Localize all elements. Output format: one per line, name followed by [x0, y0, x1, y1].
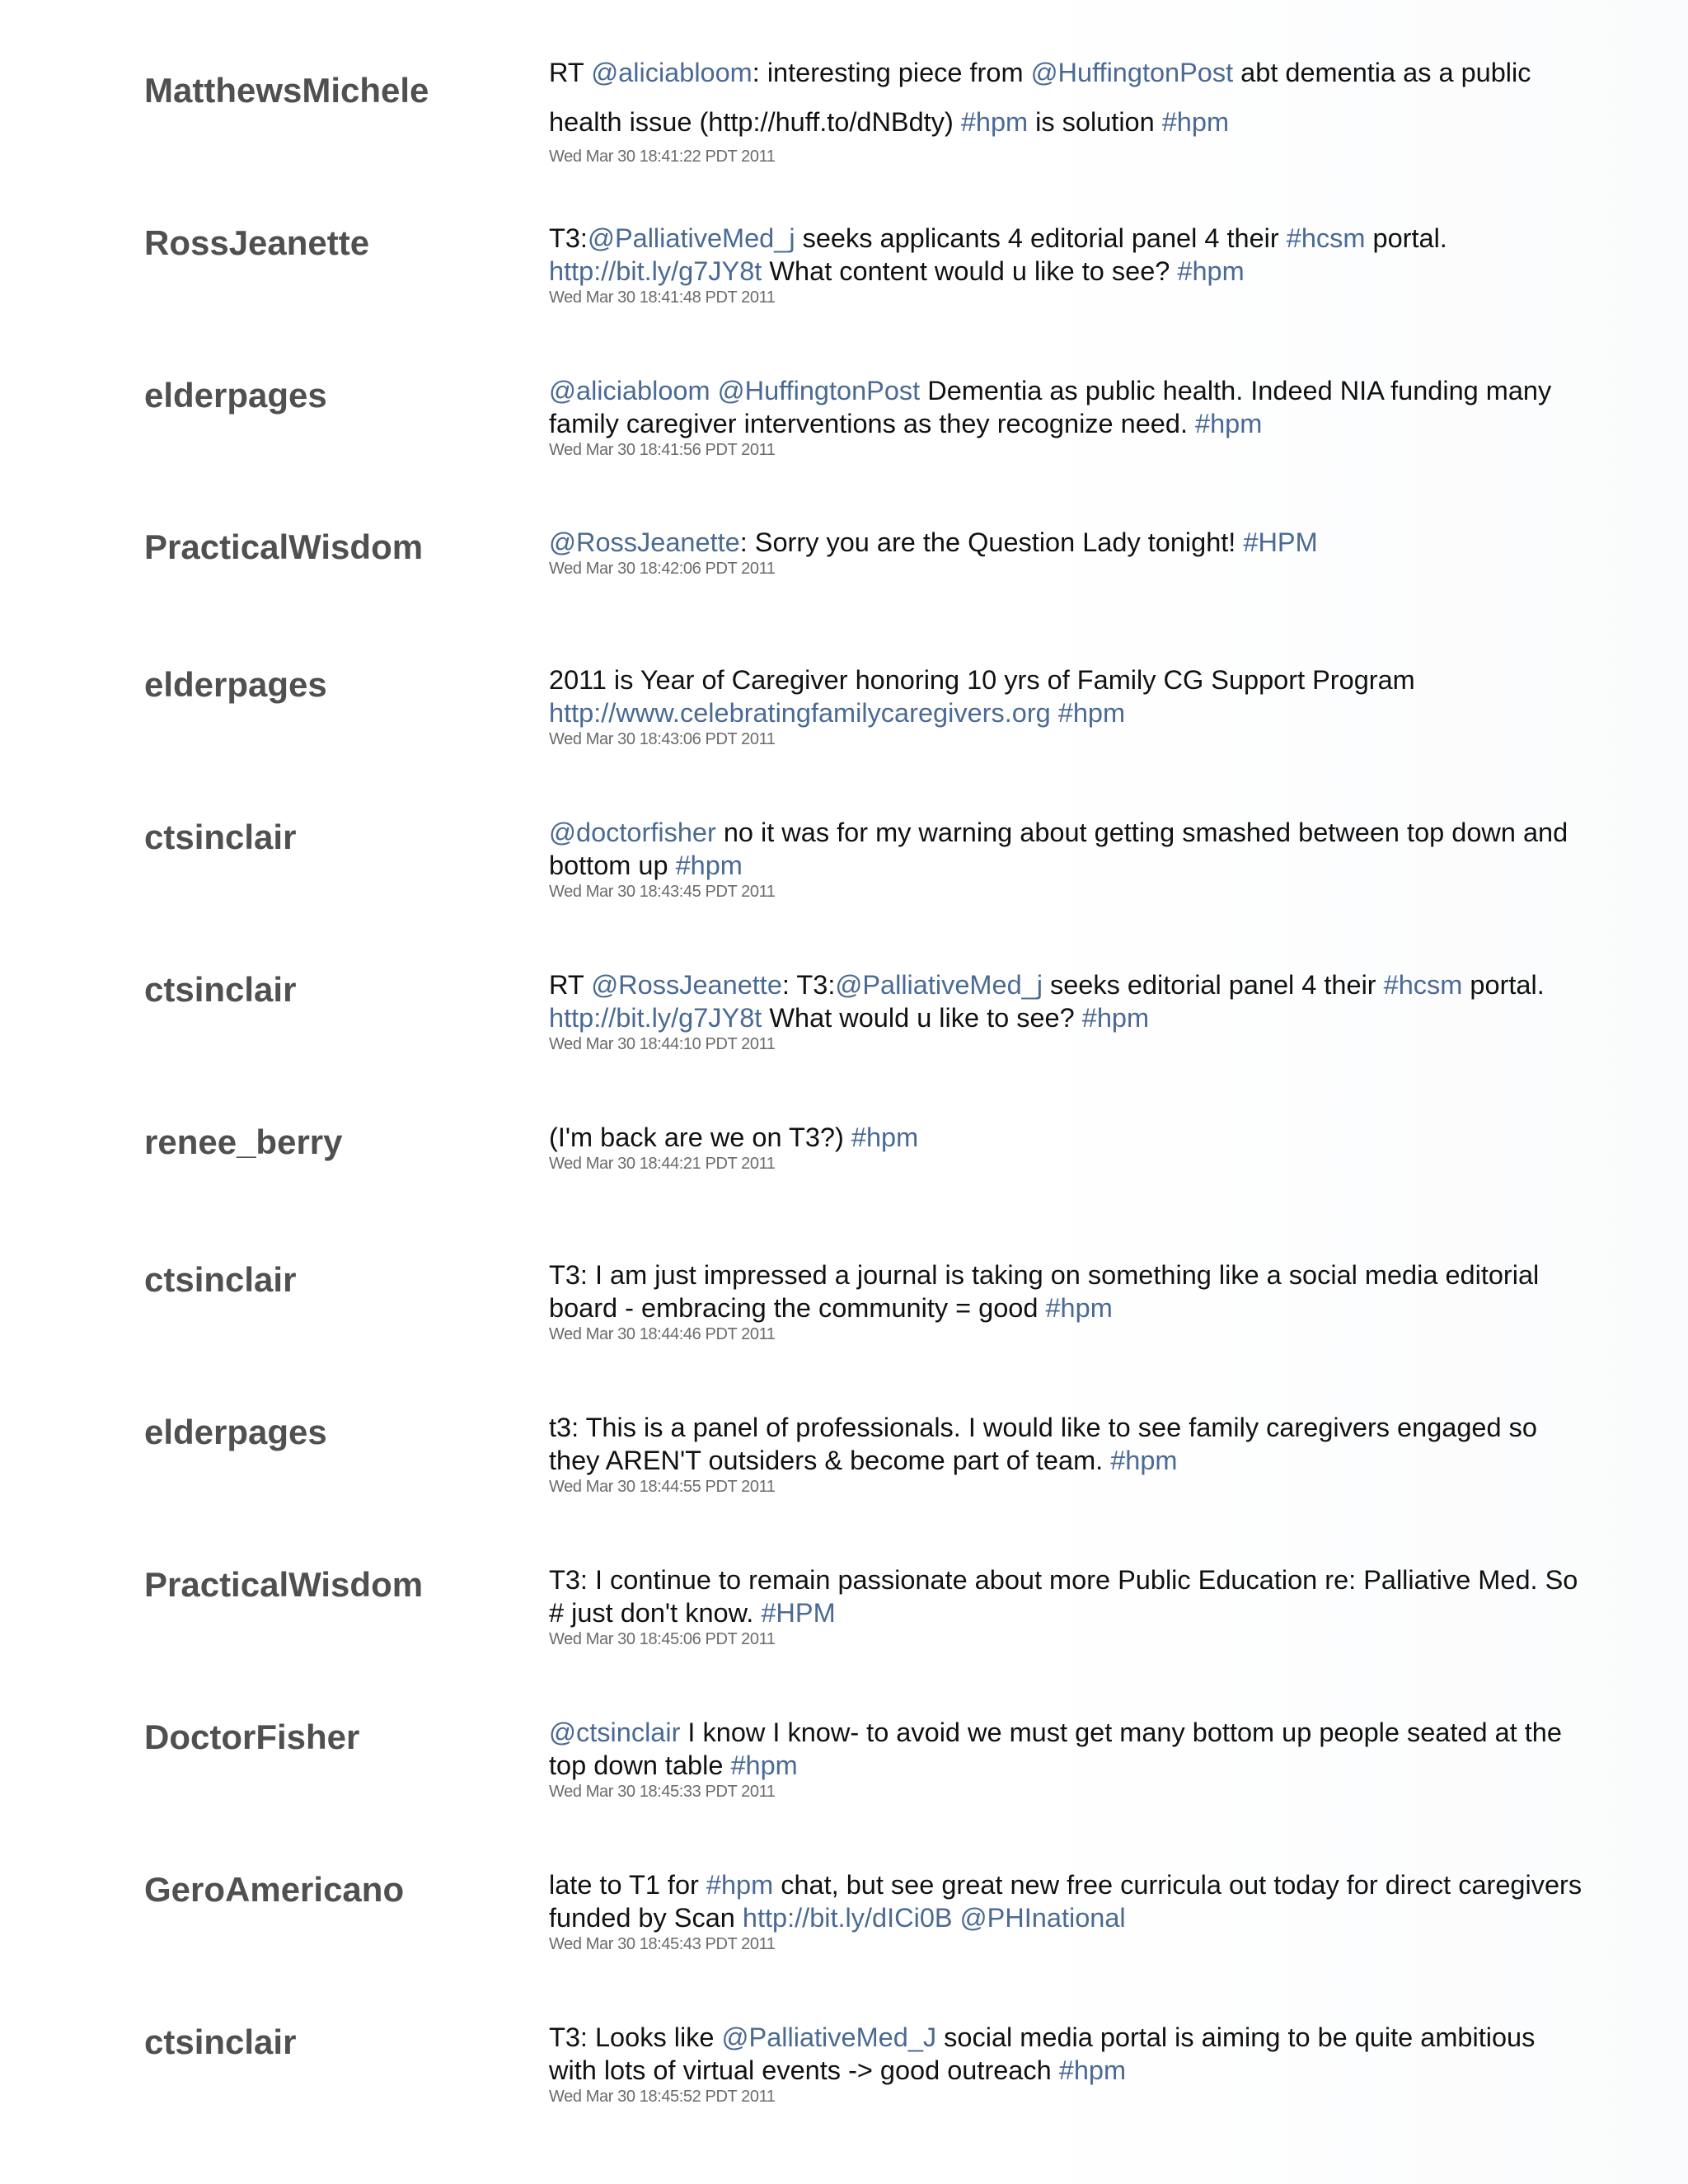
tweet-text-segment: abt dementia as a public health issue (http://huff.to/dNBdty) [549, 58, 1531, 137]
tweet-link[interactable]: #hpm [1081, 1003, 1150, 1033]
tweet-text [549, 663, 1587, 729]
tweet-text-segment: social media portal is aiming to be quite ambitious with lots of virtual events -> good outreach [549, 2022, 1536, 2085]
tweet-link[interactable]: http://bit.ly/dICi0B [742, 1903, 953, 1933]
tweet-text-segment: I know I know- to avoid we must get many bottom up people seated at the top down table [549, 1718, 1562, 1780]
tweet-text-segment [953, 1903, 960, 1933]
tweet-content [549, 374, 1587, 460]
tweet-timestamp: Wed Mar 30 18:41:22 PDT 2011 [549, 148, 776, 166]
tweet-link[interactable]: #hpm [1161, 107, 1230, 137]
tweet-timestamp: Wed Mar 30 18:42:06 PDT 2011 [549, 560, 776, 578]
tweet-text-segment [1051, 698, 1058, 728]
tweet-text-segment: RT [549, 58, 592, 87]
tweet-content [549, 1411, 1587, 1497]
tweet-link[interactable]: @PHInational [959, 1903, 1126, 1933]
tweet-link[interactable]: #HPM [1243, 527, 1318, 557]
tweet-link[interactable]: @PalliativeMed_j [587, 223, 795, 253]
tweet-text-segment: t3: This is a panel of professionals. I would like to see family caregivers engaged so they AREN'T outsiders & become part of team. [549, 1413, 1537, 1475]
tweet-content [549, 526, 1587, 579]
tweet-link[interactable]: http://www.celebratingfamilycaregivers.org [549, 698, 1051, 728]
tweet-text [549, 526, 1587, 559]
tweet-link[interactable]: #hpm [706, 1870, 774, 1900]
tweet-text [549, 1716, 1587, 1782]
tweet-username: DoctorFisher [144, 1718, 360, 1756]
tweet-text [549, 816, 1587, 882]
tweet-username: elderpages [144, 376, 327, 415]
tweet-username: PracticalWisdom [144, 1565, 424, 1604]
tweet-username: renee_berry [144, 1122, 343, 1161]
tweet-timestamp: Wed Mar 30 18:45:52 PDT 2011 [549, 2088, 776, 2106]
tweet-text-segment: T3: Looks like [549, 2022, 722, 2052]
tweet-link[interactable]: #hpm [960, 107, 1029, 137]
tweet-link[interactable]: #hcsm [1286, 223, 1366, 253]
tweet-text-segment: T3: [549, 223, 588, 253]
tweet-timestamp: Wed Mar 30 18:44:10 PDT 2011 [549, 1035, 776, 1053]
tweet-username: PracticalWisdom [144, 527, 424, 566]
tweet-link[interactable]: @ctsinclair [549, 1718, 681, 1747]
tweet-timestamp: Wed Mar 30 18:44:46 PDT 2011 [549, 1325, 776, 1343]
tweet-text-segment: 2011 is Year of Caregiver honoring 10 yrs of Family CG Support Program [549, 665, 1415, 695]
tweet-username: ctsinclair [144, 2022, 297, 2061]
tweet-link[interactable]: #hpm [851, 1122, 919, 1152]
tweet-username: RossJeanette [144, 223, 370, 262]
tweet-text [549, 1868, 1587, 1934]
tweet-text-segment: (I'm back are we on T3?) [549, 1122, 851, 1152]
tweet-link[interactable]: @aliciabloom [591, 58, 753, 87]
tweet-link[interactable]: @aliciabloom [549, 376, 710, 405]
tweet-link[interactable]: #hpm [730, 1750, 798, 1780]
tweet-content [549, 2021, 1587, 2107]
tweet-content [549, 1121, 1587, 1174]
tweet-link[interactable]: #hpm [1195, 409, 1263, 438]
tweet-text-segment: seeks editorial panel 4 their [1042, 970, 1384, 1000]
tweet-link[interactable]: @doctorfisher [549, 818, 716, 847]
tweet-link[interactable]: @PalliativeMed_j [835, 970, 1043, 1000]
tweet-content [549, 58, 1587, 166]
tweet-username: ctsinclair [144, 818, 297, 856]
tweet-text-segment: portal. [1365, 223, 1447, 253]
tweet-link[interactable]: #hpm [1045, 1293, 1113, 1323]
tweet-text-segment: no it was for my warning about getting smashed between top down and bottom up [549, 818, 1568, 880]
tweet-link[interactable]: @HuffingtonPost [1030, 58, 1234, 87]
tweet-timestamp: Wed Mar 30 18:43:45 PDT 2011 [549, 883, 776, 901]
tweet-link[interactable]: http://bit.ly/g7JY8t [549, 256, 762, 286]
tweet-content [549, 1868, 1587, 1954]
tweet-text [549, 1563, 1587, 1629]
tweet-link[interactable]: http://bit.ly/g7JY8t [549, 1003, 762, 1033]
tweet-username: GeroAmericano [144, 1870, 405, 1909]
tweet-link[interactable]: #hpm [1058, 2055, 1127, 2085]
tweet-link[interactable]: @RossJeanette [591, 970, 782, 1000]
tweet-username: ctsinclair [144, 970, 297, 1009]
tweet-timestamp: Wed Mar 30 18:45:06 PDT 2011 [549, 1630, 776, 1648]
tweet-timestamp: Wed Mar 30 18:44:21 PDT 2011 [549, 1155, 776, 1173]
tweet-link[interactable]: @RossJeanette [549, 527, 740, 557]
tweet-text [549, 2021, 1587, 2087]
tweet-text-segment: late to T1 for [549, 1870, 706, 1900]
tweet-link[interactable]: @HuffingtonPost [717, 376, 921, 405]
tweet-text-segment: portal. [1462, 970, 1545, 1000]
tweet-text-segment: What content would u like to see? [762, 256, 1178, 286]
tweet-content [549, 663, 1587, 749]
tweet-text-segment: : T3: [781, 970, 836, 1000]
tweet-text-segment: T3: I am just impressed a journal is taking on something like a social media editorial board - embracing the community = good [549, 1260, 1540, 1323]
tweet-content [549, 1563, 1587, 1649]
tweet-text-segment: RT [549, 970, 592, 1000]
tweet-username: MatthewsMichele [144, 71, 429, 110]
tweet-text [549, 1121, 1587, 1154]
tweet-link[interactable]: #hpm [1110, 1446, 1178, 1475]
tweet-content [549, 816, 1587, 902]
tweet-timestamp: Wed Mar 30 18:45:43 PDT 2011 [549, 1935, 776, 1953]
tweet-timestamp: Wed Mar 30 18:45:33 PDT 2011 [549, 1783, 776, 1801]
tweet-timestamp: Wed Mar 30 18:41:48 PDT 2011 [549, 288, 776, 307]
tweet-content [549, 968, 1587, 1054]
tweet-text-segment: : Sorry you are the Question Lady tonight! [739, 527, 1244, 557]
tweet-text-segment: is solution [1028, 107, 1162, 137]
tweet-text [549, 222, 1587, 288]
tweet-username: elderpages [144, 665, 327, 704]
tweet-text [549, 374, 1587, 440]
tweet-link[interactable]: #hpm [1057, 698, 1126, 728]
tweet-link[interactable]: #hcsm [1383, 970, 1463, 1000]
tweet-link[interactable]: #HPM [761, 1598, 836, 1628]
tweet-timestamp: Wed Mar 30 18:43:06 PDT 2011 [549, 730, 776, 748]
tweet-text-segment: What would u like to see? [762, 1003, 1082, 1033]
tweet-timestamp: Wed Mar 30 18:41:56 PDT 2011 [549, 441, 776, 459]
tweet-username: ctsinclair [144, 1260, 297, 1299]
tweet-link[interactable]: @PalliativeMed_J [721, 2022, 937, 2052]
tweet-text-segment: T3: I continue to remain passionate about more Public Education re: Palliative Med. So # just don't know. [549, 1565, 1578, 1628]
tweet-link[interactable]: #hpm [1177, 256, 1245, 286]
tweet-text-segment: chat, but see great new free curricula out today for direct caregivers funded by Scan [549, 1870, 1582, 1933]
tweet-text [549, 1258, 1587, 1324]
tweet-text-segment: : interesting piece from [752, 58, 1031, 87]
tweet-text [549, 48, 1587, 147]
tweet-link[interactable]: #hpm [675, 851, 743, 880]
tweet-text-segment [710, 376, 718, 405]
tweet-content [549, 222, 1587, 307]
tweet-username: elderpages [144, 1413, 327, 1451]
tweet-text [549, 1411, 1587, 1477]
tweet-text-segment: Dementia as public health. Indeed NIA funding many family caregiver interventions as they recognize need. [549, 376, 1552, 438]
tweet-text-segment: seeks applicants 4 editorial panel 4 their [795, 223, 1287, 253]
tweet-content [549, 1258, 1587, 1344]
tweet-timestamp: Wed Mar 30 18:44:55 PDT 2011 [549, 1478, 776, 1496]
tweet-content [549, 1716, 1587, 1802]
tweet-text [549, 968, 1587, 1034]
